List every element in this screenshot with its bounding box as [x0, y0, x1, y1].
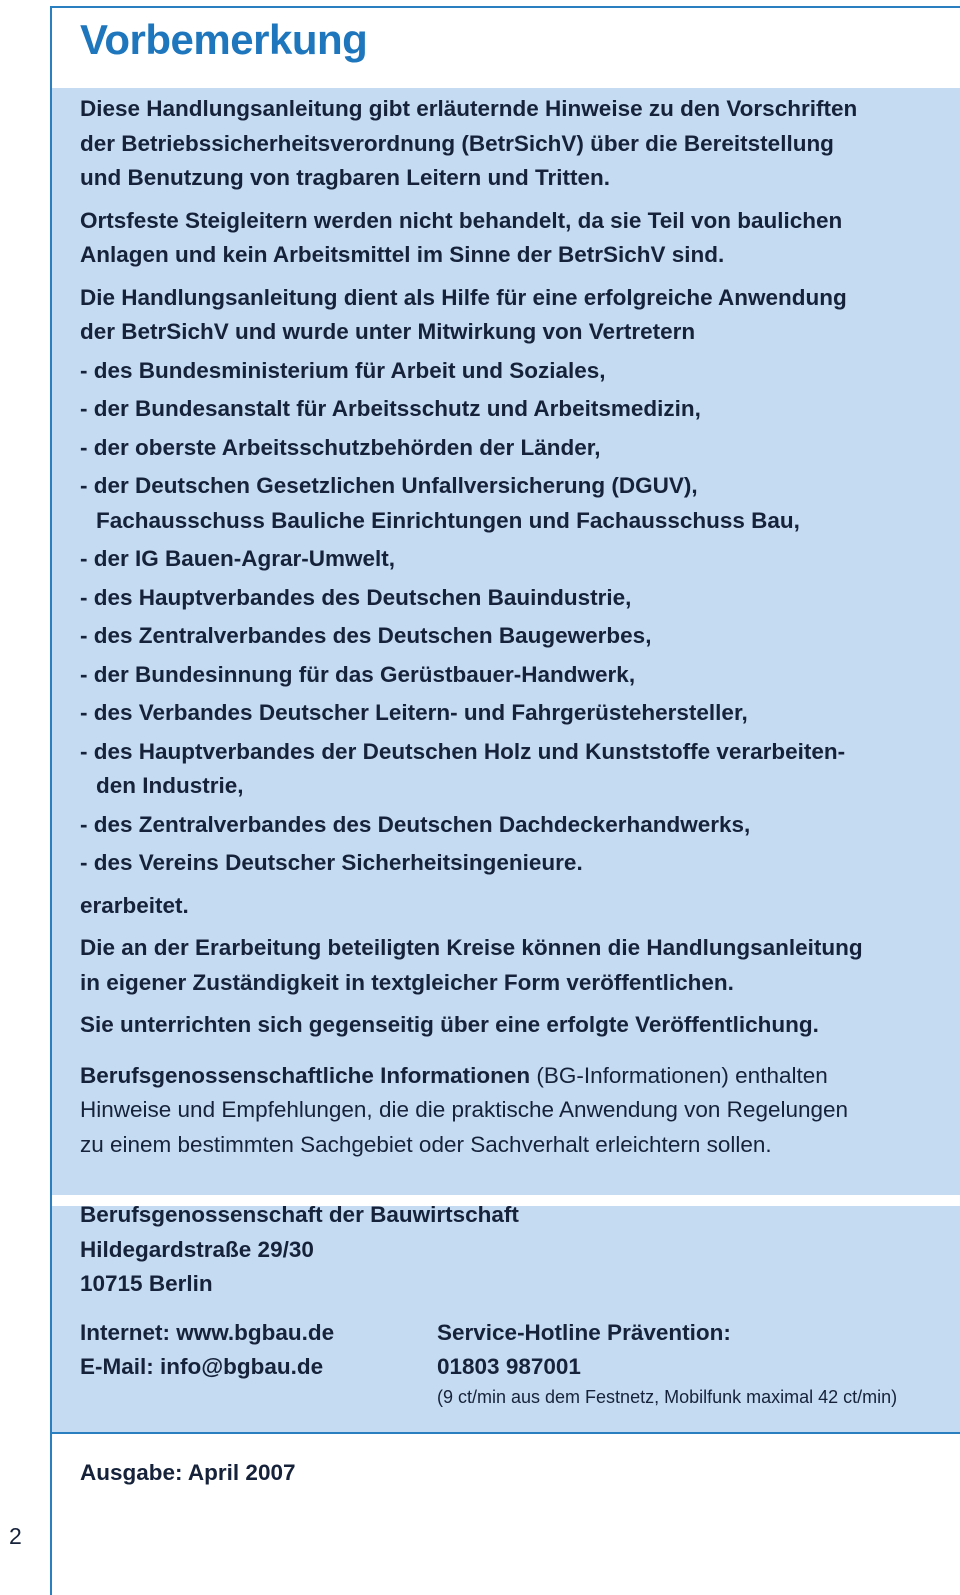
city: 10715 Berlin [80, 1271, 213, 1296]
publication-line: Die an der Erarbeitung beteiligten Kreise können die Handlungsanleitung [80, 935, 863, 960]
street: Hildegardstraße 29/30 [80, 1236, 314, 1262]
list-item: - des Hauptverbandes des Deutschen Bauindustrie, [80, 584, 632, 610]
bg-info-line [80, 1059, 940, 1094]
intro-line: und Benutzung von tragbaren Leitern und Tritten. [80, 165, 610, 190]
email-link[interactable]: E-Mail: info@bgbau.de [80, 1354, 324, 1379]
hotline-note: (9 ct/min aus dem Festnetz, Mobilfunk maximal 42 ct/min) [437, 1386, 898, 1407]
list-item: - des Vereins Deutscher Sicherheitsingenieure. [80, 850, 583, 875]
list-item-continuation: den Industrie, [96, 773, 244, 798]
list-item: - der Bundesinnung für das Gerüstbauer-Handwerk, [80, 661, 636, 687]
list-item: - der Deutschen Gesetzlichen Unfallversicherung (DGUV), [80, 473, 698, 498]
bg-info-term: Berufsgenossenschaftliche Informationen [80, 1062, 531, 1088]
list-item-continuation: Fachausschuss Bauliche Einrichtungen und Fachausschuss Bau, [96, 507, 800, 533]
hotline-label: Service-Hotline Prävention: [437, 1319, 731, 1345]
representatives-list [80, 354, 940, 881]
address-block [80, 1198, 940, 1409]
top-rule [50, 6, 960, 8]
intro-line: der BetrSichV und wurde unter Mitwirkung von Vertretern [80, 319, 696, 344]
notification-line: Sie unterrichten sich gegenseitig über eine erfolgte Veröffentlichung. [80, 1012, 819, 1037]
contact-right [437, 1316, 897, 1409]
page-title: Vorbemerkung [80, 16, 368, 63]
list-item: - des Bundesministerium für Arbeit und Soziales, [80, 357, 606, 383]
preface-text [80, 92, 940, 1162]
contact-columns [80, 1316, 940, 1409]
erarbeitet-text: erarbeitet. [80, 892, 189, 918]
bg-info-line: zu einem bestimmten Sachgebiet oder Sachverhalt erleichtern sollen. [80, 1131, 772, 1157]
org-name: Berufsgenossenschaft der Bauwirtschaft [80, 1202, 519, 1227]
intro-line: Die Handlungsanleitung dient als Hilfe für eine erfolgreiche Anwendung [80, 284, 847, 310]
intro-line: Anlagen und kein Arbeitsmittel im Sinne der BetrSichV sind. [80, 242, 725, 267]
list-item: - des Zentralverbandes des Deutschen Baugewerbes, [80, 623, 652, 648]
list-item: - der Bundesanstalt für Arbeitsschutz und Arbeitsmedizin, [80, 396, 701, 421]
bg-info-rest: (BG-Informationen) enthalten [530, 1062, 828, 1088]
intro-line: der Betriebssicherheitsverordnung (BetrSichV) über die Bereitstellung [80, 130, 834, 156]
page-number: 2 [9, 1523, 22, 1549]
address-bottom-rule [50, 1432, 960, 1434]
edition: Ausgabe: April 2007 [80, 1460, 296, 1485]
list-item: - des Zentralverbandes des Deutschen Dachdeckerhandwerks, [80, 811, 751, 837]
internet-link[interactable]: Internet: www.bgbau.de [80, 1319, 335, 1345]
list-item: - der oberste Arbeitsschutzbehörden der Länder, [80, 434, 601, 460]
hotline-number: 01803 987001 [437, 1354, 581, 1379]
publication-line: in eigener Zuständigkeit in textgleicher Form veröffentlichen. [80, 969, 734, 995]
intro-line: Ortsfeste Steigleitern werden nicht behandelt, da sie Teil von baulichen [80, 207, 843, 233]
list-item: - des Verbandes Deutscher Leitern- und Fahrgerüstehersteller, [80, 700, 748, 725]
list-item: - der IG Bauen-Agrar-Umwelt, [80, 546, 396, 571]
bg-info-line: Hinweise und Empfehlungen, die die praktische Anwendung von Regelungen [80, 1097, 849, 1122]
contact-left [80, 1316, 437, 1409]
list-item: - des Hauptverbandes der Deutschen Holz und Kunststoffe verarbeiten- [80, 738, 846, 764]
intro-line: Diese Handlungsanleitung gibt erläuternde Hinweise zu den Vorschriften [80, 96, 858, 121]
